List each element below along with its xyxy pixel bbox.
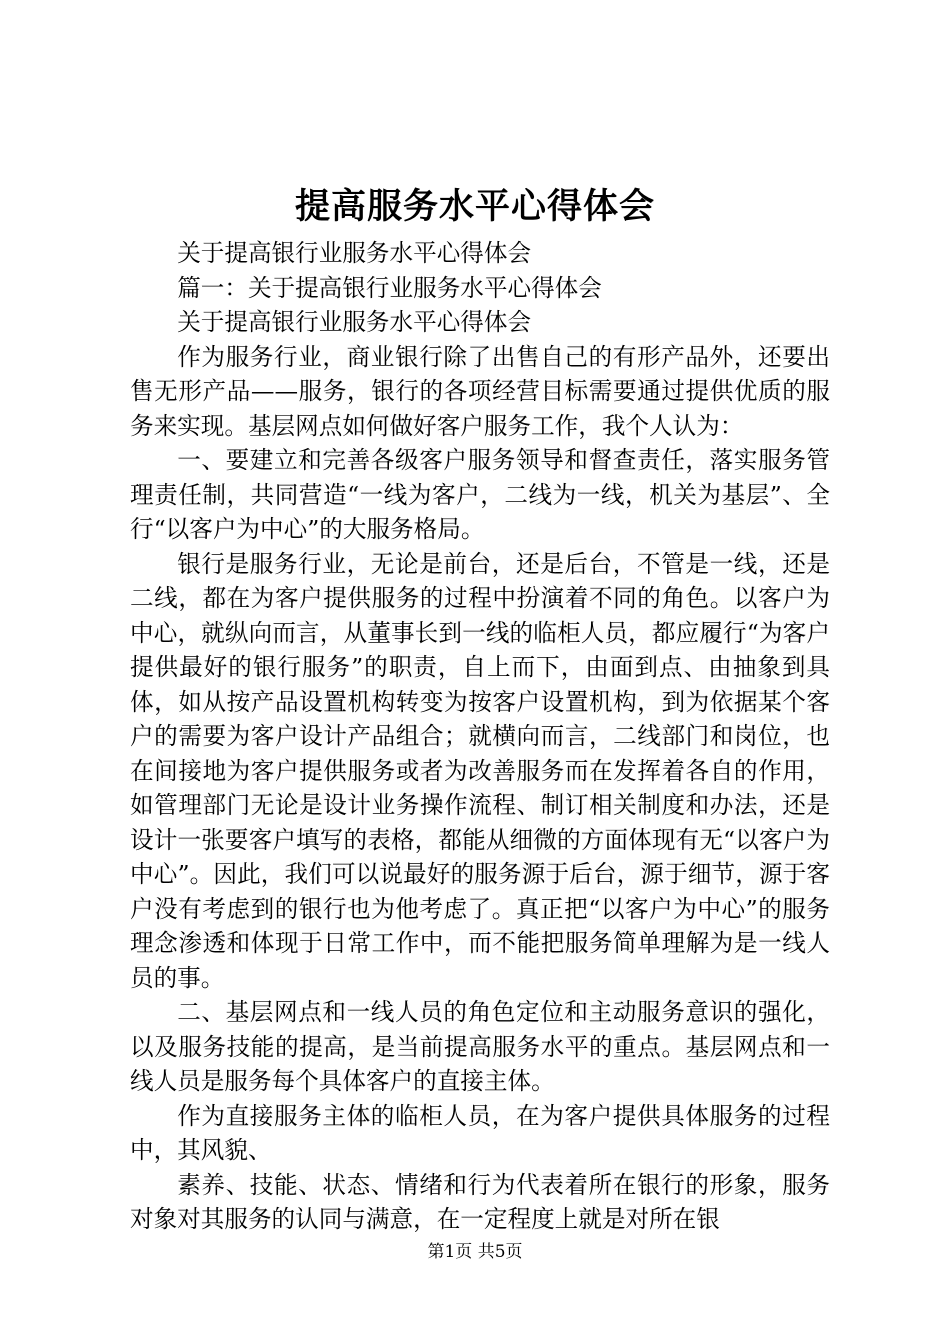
paragraph-4: 作为服务行业，商业银行除了出售自己的有形产品外，还要出售无形产品——服务，银行的各项经营目标需要通过提供优质的服务来实现。基层网点如何做好客户服务工作，我个人认为： [130,342,830,440]
document-body [130,236,830,1237]
document-title: 提高服务水平心得体会 [294,186,655,227]
paragraph-1: 关于提高银行业服务水平心得体会 [177,239,532,267]
paragraph-7: 二、基层网点和一线人员的角色定位和主动服务意识的强化，以及服务技能的提高，是当前提高服务水平的重点。基层网点和一线人员是服务每个具体客户的直接主体。 [130,998,830,1095]
paragraph-5: 一、要建立和完善各级客户服务领导和督查责任，落实服务管理责任制，共同营造“一线为客户，二线为一线，机关为基层”、全行“以客户为中心”的大服务格局。 [130,446,830,543]
paragraph-9: 素养、技能、状态、情绪和行为代表着所在银行的形象，服务对象对其服务的认同与满意，在一定程度上就是对所在银 [130,1170,830,1233]
paragraph-8: 作为直接服务主体的临柜人员，在为客户提供具体服务的过程中，其风貌、 [130,1101,830,1164]
page-number-footer: 第1页 共5页 [427,1242,523,1262]
paragraph-2: 篇一：关于提高银行业服务水平心得体会 [177,273,602,302]
paragraph-3: 关于提高银行业服务水平心得体会 [177,308,532,336]
paragraph-6: 银行是服务行业，无论是前台，还是后台，不管是一线，还是二线，都在为客户提供服务的过程中扮演着不同的角色。以客户为中心，就纵向而言，从董事长到一线的临柜人员，都应履行“为客户提供最好的银行服务”的职责，自上而下，由面到点、由抽象到具体，如从按产品设置机构转变为按客户设置机构，到为依据某个客户的需要为客户设计产品组合；就横向而言，二线部门和岗位，也在间接地为客户提供服务或者为改善服务而在发挥着各自的作用，如管理部门无论是设计业务操作流程、制订相关制度和办法，还是设计一张要客户填写的表格，都能从细微的方面体现有无“以客户为中心”。因此，我们可以说最好的服务源于后台，源于细节，源于客户没有考虑到的银行也为他考虑了。真正把“以客户为中心”的服务理念渗透和体现于日常工作中，而不能把服务简单理解为是一线人员的事。 [130,549,830,992]
